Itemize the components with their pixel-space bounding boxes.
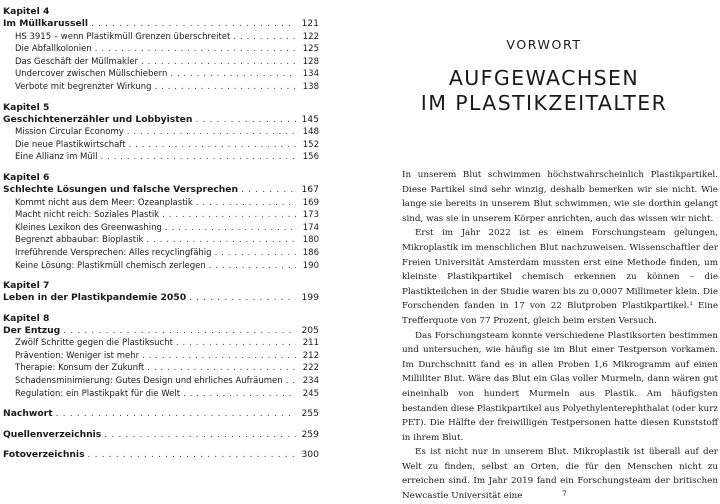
entry-page: 152 — [302, 139, 319, 150]
toc-entry-main[interactable] — [3, 292, 319, 305]
entry-page: 125 — [302, 44, 319, 55]
toc-entry[interactable] — [3, 222, 319, 235]
title-line-1: AUFGEWACHSEN — [448, 66, 640, 90]
entry-page: 222 — [302, 363, 319, 374]
entry-title: Quellenverzeichnis — [3, 428, 102, 440]
paragraph: Es ist nicht nur in unserem Blut. Mikroplastik ist überall auf der Welt zu finden, selbst an Orten, die für den Menschen nicht zu erreichen sind. Im Jahr 2019 fand ein Forschungsteam der britischen Newcastle Universität eine — [402, 447, 718, 502]
entry-title: Mission Circular Economy — [15, 127, 124, 138]
entry-title: Der Entzug — [3, 324, 61, 336]
entry-title: Schlechte Lösungen und falsche Versprechen — [3, 183, 239, 195]
leader-dots — [241, 184, 296, 197]
chapter-label: Kapitel 8 — [3, 312, 50, 324]
entry-title: Regulation: ein Plastikpakt für die Welt — [15, 388, 181, 399]
entry-title: Leben in der Plastikpandemie 2050 — [3, 292, 187, 304]
table-of-contents — [3, 6, 319, 462]
entry-page: 173 — [302, 210, 319, 221]
toc-entry[interactable] — [3, 362, 319, 375]
toc-entry[interactable] — [3, 375, 319, 388]
entry-page: 300 — [301, 449, 319, 461]
entry-title: Kommt nicht aus dem Meer: Ozeanplastik — [15, 197, 193, 208]
entry-title: Undercover zwischen Müllschiebern — [15, 69, 168, 80]
leader-dots — [95, 43, 296, 56]
leader-dots — [56, 408, 296, 421]
entry-page: 128 — [302, 56, 319, 67]
entry-page: 138 — [302, 81, 319, 92]
entry-title: Kleines Lexikon des Greenwashing — [15, 222, 162, 233]
entry-title: Geschichtenerzähler und Lobbyisten — [3, 113, 193, 125]
entry-title: Zwölf Schritte gegen die Plastiksucht — [15, 338, 173, 349]
paragraph: Erst im Jahr 2022 ist es einem Forschungsteam gelungen, Mikroplastik im menschlichen Blut nachzuweisen. Wissenschaftler der Freien Universität Amsterdam mussten erst eine Methode finden, um kleinste Plastikpartikel chemisch erkennen zu können – die Plastikteilchen in der Studie waren bis zu 0,0007 Millimeter klein. Die Forschenden fanden in 17 von 22 Blutproben Plastikpartikel.¹ Eine Trefferquote von 77 Prozent, gleich beim ersten Versuch. — [402, 228, 718, 326]
entry-page: 186 — [302, 247, 319, 258]
entry-page: 156 — [302, 152, 319, 163]
toc-entry-main[interactable] — [3, 114, 319, 127]
entry-title: Schadensminimierung: Gutes Design und ehrliches Aufräumen — [15, 376, 283, 387]
toc-entry[interactable] — [3, 197, 319, 210]
body-text — [402, 168, 718, 504]
toc-entry-main[interactable] — [3, 449, 319, 462]
leader-dots — [127, 126, 296, 139]
toc-entry-main[interactable] — [3, 325, 319, 338]
entry-title: Therapie: Konsum der Zukunft — [15, 363, 145, 374]
toc-entry[interactable] — [3, 68, 319, 81]
leader-dots — [162, 209, 296, 222]
entry-page: 255 — [301, 408, 319, 420]
chapter-label: Kapitel 4 — [3, 6, 50, 17]
entry-page: 212 — [302, 350, 319, 361]
entry-title: Die neue Plastikwirtschaft — [15, 139, 126, 150]
leader-dots — [63, 325, 296, 338]
entry-page: 205 — [301, 324, 319, 336]
leader-dots — [146, 234, 296, 247]
leader-dots — [101, 151, 297, 164]
entry-title: Das Geschäft der Müllmakler — [15, 56, 139, 67]
leader-dots — [209, 260, 296, 273]
toc-entry[interactable] — [3, 209, 319, 222]
leader-dots — [129, 139, 296, 152]
entry-page: 211 — [302, 338, 319, 349]
toc-entry[interactable] — [3, 337, 319, 350]
leader-dots — [147, 362, 296, 375]
entry-page: 190 — [302, 260, 319, 271]
toc-entry-main[interactable] — [3, 429, 319, 442]
toc-entry-main[interactable] — [3, 184, 319, 197]
leader-dots — [183, 388, 296, 401]
chapter-label: Kapitel 7 — [3, 280, 50, 292]
toc-entry[interactable] — [3, 139, 319, 152]
toc-entry[interactable] — [3, 388, 319, 401]
page-title — [372, 66, 716, 115]
entry-title: HS 3915 – wenn Plastikmüll Grenzen überschreitet — [15, 31, 231, 42]
toc-entry[interactable] — [3, 247, 319, 260]
leader-dots — [286, 375, 296, 388]
toc-entry[interactable] — [3, 31, 319, 44]
chapter-label: Kapitel 6 — [3, 171, 50, 183]
toc-entry-main[interactable] — [3, 408, 319, 421]
entry-page: 174 — [302, 222, 319, 233]
leader-dots — [165, 222, 296, 235]
leader-dots — [155, 81, 297, 94]
leader-dots — [88, 449, 296, 462]
toc-entry[interactable] — [3, 126, 319, 139]
entry-page: 245 — [302, 388, 319, 399]
entry-title: Prävention: Weniger ist mehr — [15, 350, 140, 361]
section-label: VORWORT — [506, 37, 582, 52]
toc-entry[interactable] — [3, 234, 319, 247]
toc-chapter — [3, 313, 319, 401]
leader-dots — [189, 292, 296, 305]
leader-dots — [195, 114, 296, 127]
entry-title: Im Müllkarussell — [3, 18, 89, 29]
leader-dots — [91, 18, 296, 31]
paragraph: In unserem Blut schwimmen höchstwahrscheinlich Plastikpartikel. Diese Partikel sind sehr winzig, deshalb bemerken wir sie nicht. Wie lange sie bereits in unserem Blut schwimmen, wie sie dorthin gelangt sind, was sie in unserem Körper anrichten, auch das wissen wir nicht. — [402, 170, 718, 224]
entry-page: 234 — [302, 376, 319, 387]
entry-title: Die Abfallkolonien — [15, 44, 92, 55]
entry-title: Keine Lösung: Plastikmüll chemisch zerlegen — [15, 260, 206, 271]
toc-entry[interactable] — [3, 350, 319, 363]
toc-chapter — [3, 172, 319, 272]
toc-entry[interactable] — [3, 56, 319, 69]
chapter-label: Kapitel 5 — [3, 101, 50, 113]
entry-page: 169 — [302, 197, 319, 208]
entry-page: 148 — [302, 127, 319, 138]
title-line-2: IM PLASTIKZEITALTER — [420, 90, 668, 115]
leader-dots — [141, 56, 296, 69]
entry-page: 121 — [301, 18, 319, 29]
entry-title: Irreführende Versprechen: Alles recyclingfähig — [15, 247, 212, 258]
entry-title: Fotoverzeichnis — [3, 449, 85, 461]
entry-page: 145 — [301, 113, 319, 125]
page-number: 7 — [562, 489, 567, 498]
leader-dots — [215, 247, 296, 260]
entry-title: Verbote mit begrenzter Wirkung — [15, 81, 152, 92]
entry-title: Begrenzt abbaubar: Bioplastik — [15, 235, 144, 246]
toc-entry[interactable] — [3, 43, 319, 56]
entry-title: Nachwort — [3, 408, 53, 420]
toc-entry-main[interactable] — [3, 18, 319, 31]
toc-chapter — [3, 280, 319, 305]
entry-page: 122 — [302, 31, 319, 42]
leader-dots — [176, 337, 296, 350]
leader-dots — [142, 350, 296, 363]
toc-chapter — [3, 102, 319, 164]
toc-entry[interactable] — [3, 151, 319, 164]
toc-entry[interactable] — [3, 81, 319, 94]
entry-title: Macht nicht reich: Soziales Plastik — [15, 210, 160, 221]
entry-page: 259 — [301, 428, 319, 440]
toc-chapter — [3, 6, 319, 94]
entry-title: Eine Allianz im Müll — [15, 152, 98, 163]
right-page — [372, 0, 716, 502]
paragraph: Das Forschungsteam konnte verschiedene Plastiksorten bestimmen und untersuchen, wie häufig sie im Blut einer Testperson vorkamen. Im Durchschnitt fand es in allen Proben 1,6 Mikrogramm auf einen Milliliter Blut. Wäre das Blut ein Glas voller Murmeln, dann wären gut eineinhalb von hundert Murmeln aus Plastik. Am häufigsten bestanden diese Plastikpartikel aus Polyethylenterephthalat (oder kurz PET). Die Hälfte der freiwilligen Testpersonen hatte diesen Kunststoff in ihrem Blut. — [402, 330, 718, 443]
entry-page: 180 — [302, 235, 319, 246]
leader-dots — [170, 68, 296, 81]
leader-dots — [196, 197, 296, 210]
leader-dots — [233, 31, 296, 44]
leader-dots — [104, 429, 296, 442]
entry-page: 134 — [302, 69, 319, 80]
entry-page: 199 — [301, 292, 319, 304]
entry-page: 167 — [301, 183, 319, 195]
toc-entry[interactable] — [3, 260, 319, 273]
